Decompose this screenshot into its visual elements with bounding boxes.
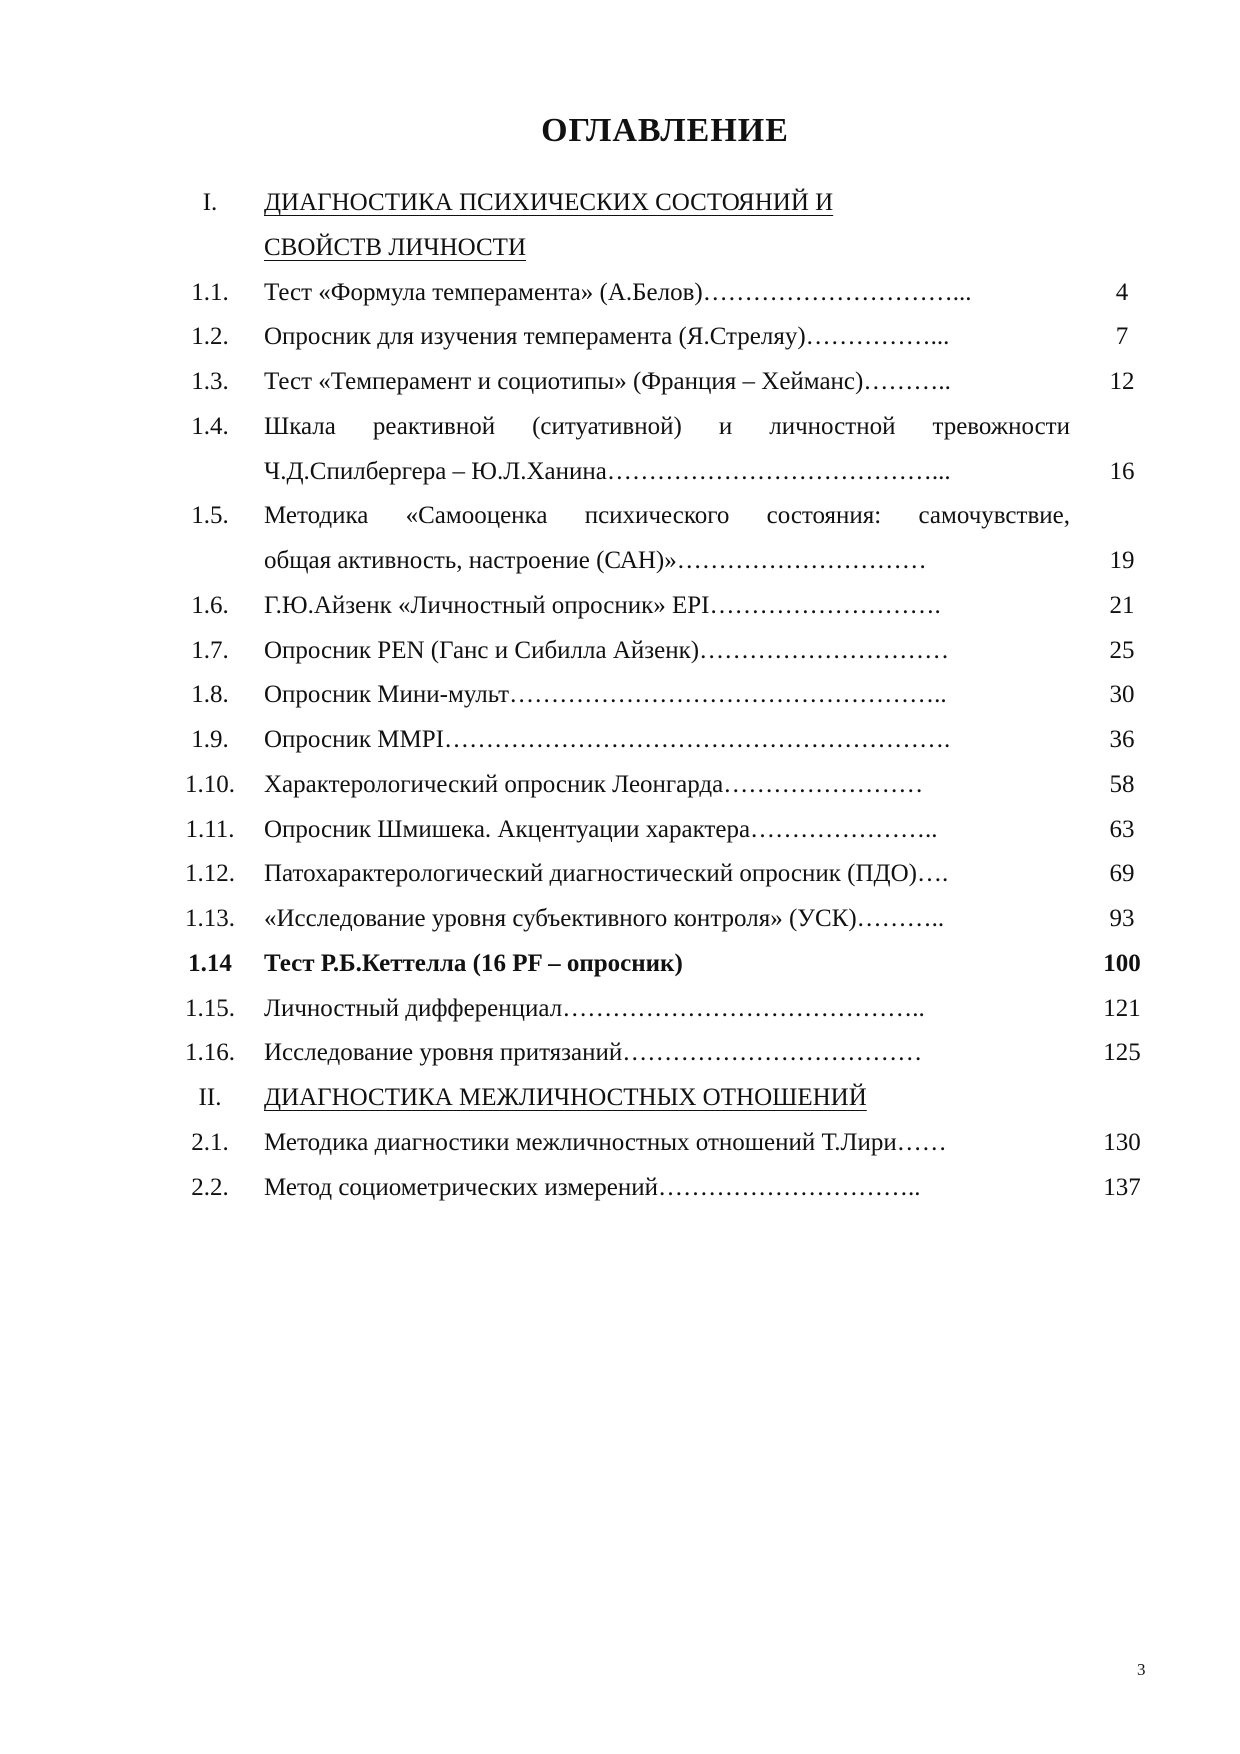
toc-entry-text: Исследование уровня притязаний………………………………	[264, 1039, 923, 1067]
toc-entry-number: 1.8.	[191, 681, 229, 709]
toc-entry-text: Опросник PEN (Ганс и Сибилла Айзенк)…………………………	[264, 636, 950, 664]
toc-entry-number: 1.14	[188, 949, 232, 977]
toc-entry-number: 1.15.	[185, 994, 235, 1022]
toc-entry-text: Опросник Мини-мульт……………………………………………..	[264, 681, 947, 709]
toc-entry	[0, 805, 1240, 855]
toc-entry-text: Тест «Темперамент и социотипы» (Франция – Хейманс)………..	[264, 368, 951, 395]
toc-entry-number: 1.3.	[191, 368, 229, 395]
toc-entry-text: «Исследование уровня субъективного контроля» (УСК)………..	[264, 905, 945, 932]
toc-entry-text: Опросник Шмишека. Акцентуации характера…………………..	[264, 815, 938, 843]
toc-entry	[0, 178, 1240, 228]
toc-entry	[0, 715, 1240, 765]
toc-entry-number: 1.10.	[185, 770, 235, 798]
toc-entry	[0, 223, 1240, 273]
toc-entry-number: II.	[198, 1084, 222, 1111]
toc-entry	[0, 581, 1240, 631]
toc-entry	[0, 491, 1240, 541]
toc-entry	[0, 357, 1240, 407]
toc-entry	[0, 1163, 1240, 1213]
toc-entry-number: 2.2.	[191, 1173, 229, 1201]
toc-entry-number: 1.16.	[185, 1039, 235, 1067]
toc-entry-number: 1.5.	[191, 502, 229, 530]
toc-entry-page: 25	[1109, 636, 1135, 664]
toc-entry	[0, 939, 1240, 989]
toc-entry	[0, 402, 1240, 452]
toc-entry	[0, 760, 1240, 810]
toc-entry-text: Характерологический опросник Леонгарда……………………	[264, 770, 924, 798]
toc-entry	[0, 1073, 1240, 1123]
toc-entry-number: I.	[202, 189, 218, 216]
toc-entry-page: 7	[1115, 323, 1129, 351]
toc-entry	[0, 1118, 1240, 1168]
toc-entry-page: 16	[1109, 457, 1135, 485]
toc-entry-page: 19	[1109, 547, 1135, 574]
toc-entry-page: 69	[1109, 860, 1135, 888]
toc-entry-number: 1.1.	[191, 278, 229, 306]
toc-entry-text: Г.Ю.Айзенк «Личностный опросник» EPI……………………….	[264, 591, 941, 619]
toc-entry-page: 100	[1103, 949, 1141, 977]
toc-entry	[0, 894, 1240, 944]
toc-entry-page: 4	[1115, 278, 1129, 306]
toc-entry	[0, 984, 1240, 1034]
toc-entry-page: 93	[1109, 905, 1135, 932]
toc-section-heading: ДИАГНОСТИКА МЕЖЛИЧНОСТНЫХ ОТНОШЕНИЙ	[264, 1084, 867, 1111]
toc-entry-page: 58	[1109, 770, 1135, 798]
toc-entry-number: 1.7.	[191, 636, 229, 664]
toc-entry-text: Тест Р.Б.Кеттелла (16 PF – опросник)	[264, 949, 683, 977]
toc-entry-page: 21	[1109, 591, 1135, 619]
toc-entry-number: 1.12.	[185, 860, 235, 888]
toc-entry	[0, 849, 1240, 899]
toc-entry-number: 1.13.	[185, 905, 235, 932]
toc-entry	[0, 447, 1240, 497]
toc-entry-page: 121	[1103, 994, 1141, 1022]
toc-entry-text: Опросник для изучения темперамента (Я.Стреляу)……………...	[264, 323, 950, 351]
toc-entry-page: 36	[1109, 726, 1135, 753]
toc-entry-text: Методика «Самооценка психического состояния: самочувствие,	[264, 502, 1070, 530]
toc-entry-text: Опросник MMPI…………………………………………………….	[264, 726, 951, 753]
toc-entry	[0, 268, 1240, 318]
toc-entry-page: 130	[1103, 1128, 1141, 1156]
toc-entry	[0, 536, 1240, 586]
toc-entry-number: 1.6.	[191, 591, 229, 619]
toc-entry-number: 1.2.	[191, 323, 229, 351]
toc-entry	[0, 1028, 1240, 1078]
toc-entry-page: 12	[1109, 368, 1135, 395]
toc-entry	[0, 626, 1240, 676]
document-title: ОГЛАВЛЕНИЕ	[541, 112, 789, 149]
toc-entry-number: 2.1.	[191, 1128, 229, 1156]
toc-entry-text: общая активность, настроение (САН)»…………………………	[264, 547, 927, 574]
toc-entry-text: Метод социометрических измерений…………………………..	[264, 1173, 921, 1201]
toc-entry-text: Патохарактерологический диагностический опросник (ПДО)….	[264, 860, 949, 888]
toc-entry-page: 125	[1103, 1039, 1141, 1067]
toc-entry-number: 1.9.	[191, 726, 229, 753]
toc-entry	[0, 670, 1240, 720]
toc-entry-number: 1.4.	[191, 412, 229, 440]
toc-entry-page: 30	[1109, 681, 1135, 709]
toc-section-heading: ДИАГНОСТИКА ПСИХИЧЕСКИХ СОСТОЯНИЙ И	[264, 189, 834, 216]
toc-entry-page: 137	[1103, 1173, 1141, 1201]
toc-entry	[0, 312, 1240, 362]
toc-entry-page: 63	[1109, 815, 1135, 843]
toc-entry-text: Личностный дифференциал……………………………………..	[264, 994, 925, 1022]
toc-entry-text: Тест «Формула темперамента» (А.Белов)…………………………...	[264, 278, 972, 306]
toc-entry-text: Ч.Д.Спилбергера – Ю.Л.Ханина…………………………………...	[264, 457, 951, 485]
toc-section-heading: СВОЙСТВ ЛИЧНОСТИ	[264, 233, 526, 261]
toc-entry-number: 1.11.	[185, 815, 235, 843]
page-number: 3	[1137, 1660, 1146, 1679]
toc-entry-text: Шкала реактивной (ситуативной) и личностной тревожности	[264, 412, 1070, 440]
toc-entry-text: Методика диагностики межличностных отношений Т.Лири……	[264, 1128, 947, 1156]
